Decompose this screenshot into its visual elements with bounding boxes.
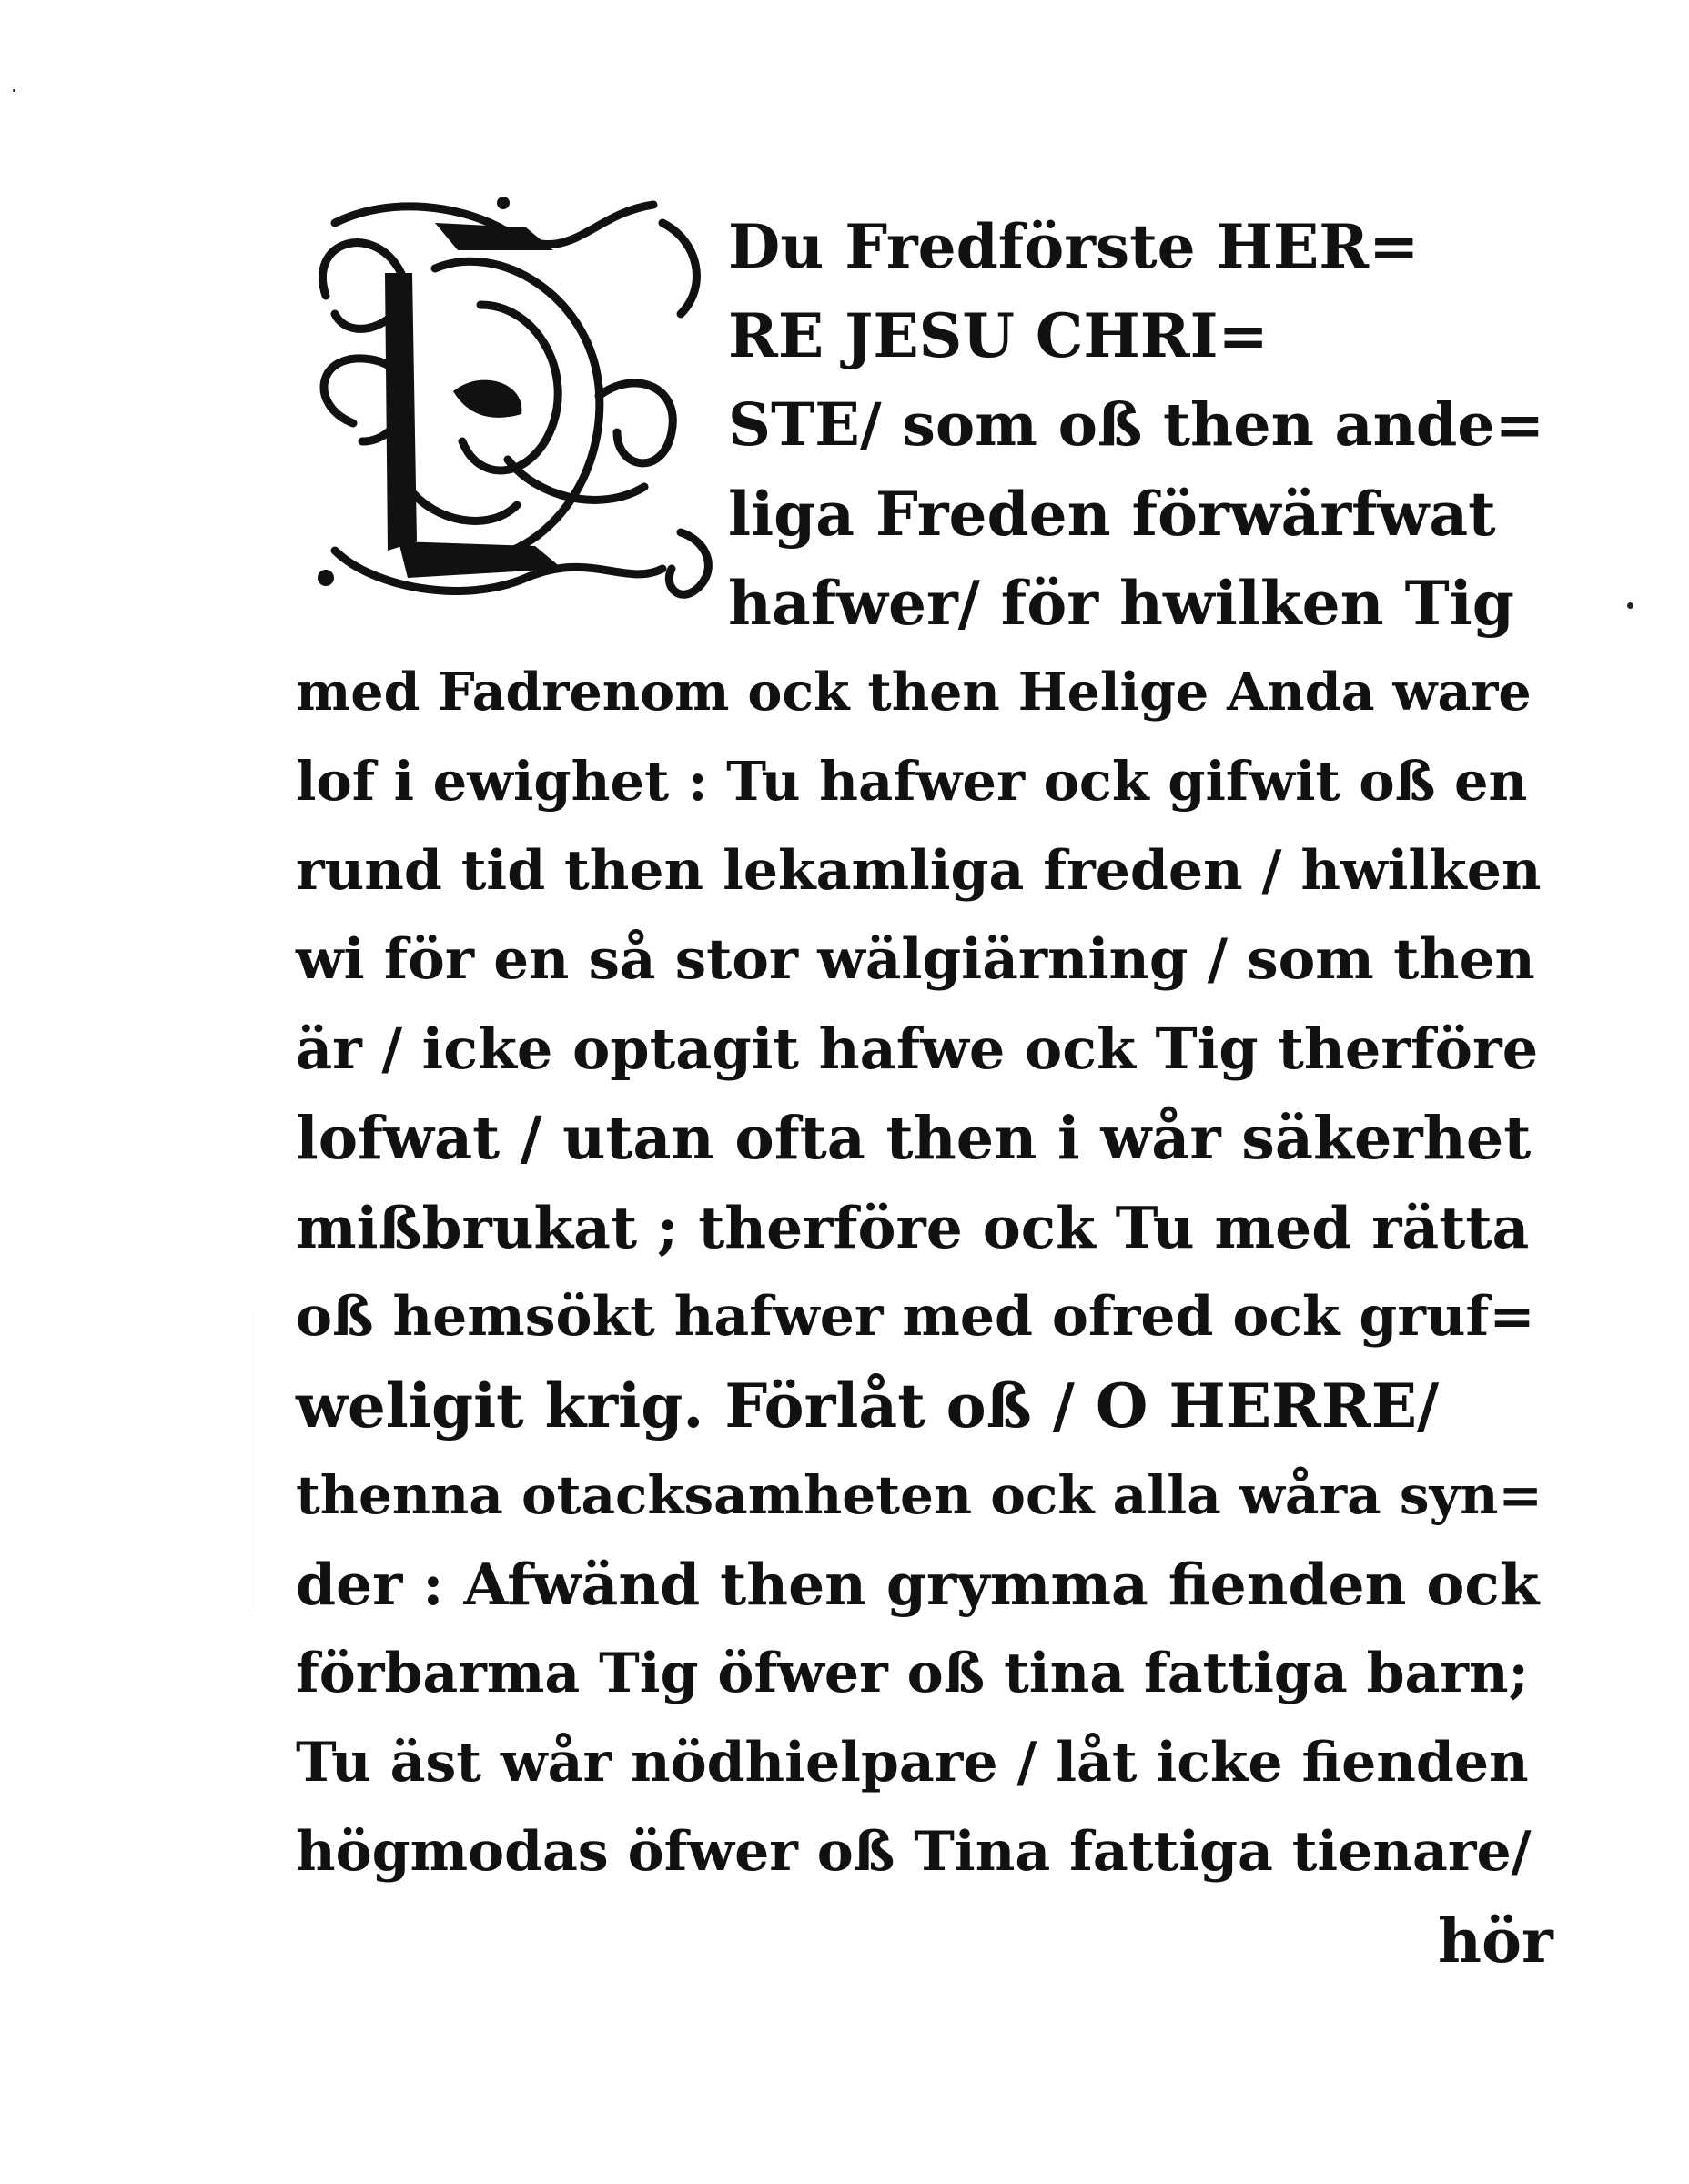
text-line: Du Fredförste HER= [728,211,1420,282]
text-line: med Fadrenom ock then Helige Anda ware [296,662,1532,723]
text-line: högmodas öfwer oß Tina fattiga tienare/ [296,1820,1532,1884]
text-line: oß hemsökt hafwer med ofred ock gruf= [296,1285,1535,1349]
catchword: hör [1438,1906,1553,1977]
text-line: förbarma Tig öfwer oß tina fattiga barn; [296,1642,1529,1705]
text-line: Tu äst wår nödhielpare / låt icke fienden [296,1731,1529,1795]
text-line: weligit krig. Förlåt oß / O HERRE/ [296,1370,1440,1441]
text-line: RE JESU CHRI= [728,300,1269,371]
text-line: rund tid then lekamliga freden / hwilken [296,839,1542,903]
ink-speck [1627,602,1633,609]
decorated-initial-d [298,187,721,623]
text-line: der : Afwänd then grymma fienden ock [296,1551,1540,1618]
text-line: lof i ewighet : Tu hafwer ock gifwit oß en [296,750,1528,813]
text-line: hafwer/ för hwilken Tig [728,568,1514,639]
text-line: liga Freden förwärfwat [728,479,1496,550]
text-line: mißbrukat ; therföre ock Tu med rätta [296,1194,1530,1261]
text-line: STE/ som oß then ande= [728,390,1545,460]
text-line: lofwat / utan ofta then i wår säkerhet [296,1104,1532,1173]
ink-speck [13,89,15,92]
text-line: wi för en så stor wälgiärning / som then [296,927,1535,992]
text-line: är / icke optagit hafwe ock Tig therföre [296,1016,1539,1082]
text-line: thenna otacksamheten ock alla wåra syn= [296,1464,1543,1526]
